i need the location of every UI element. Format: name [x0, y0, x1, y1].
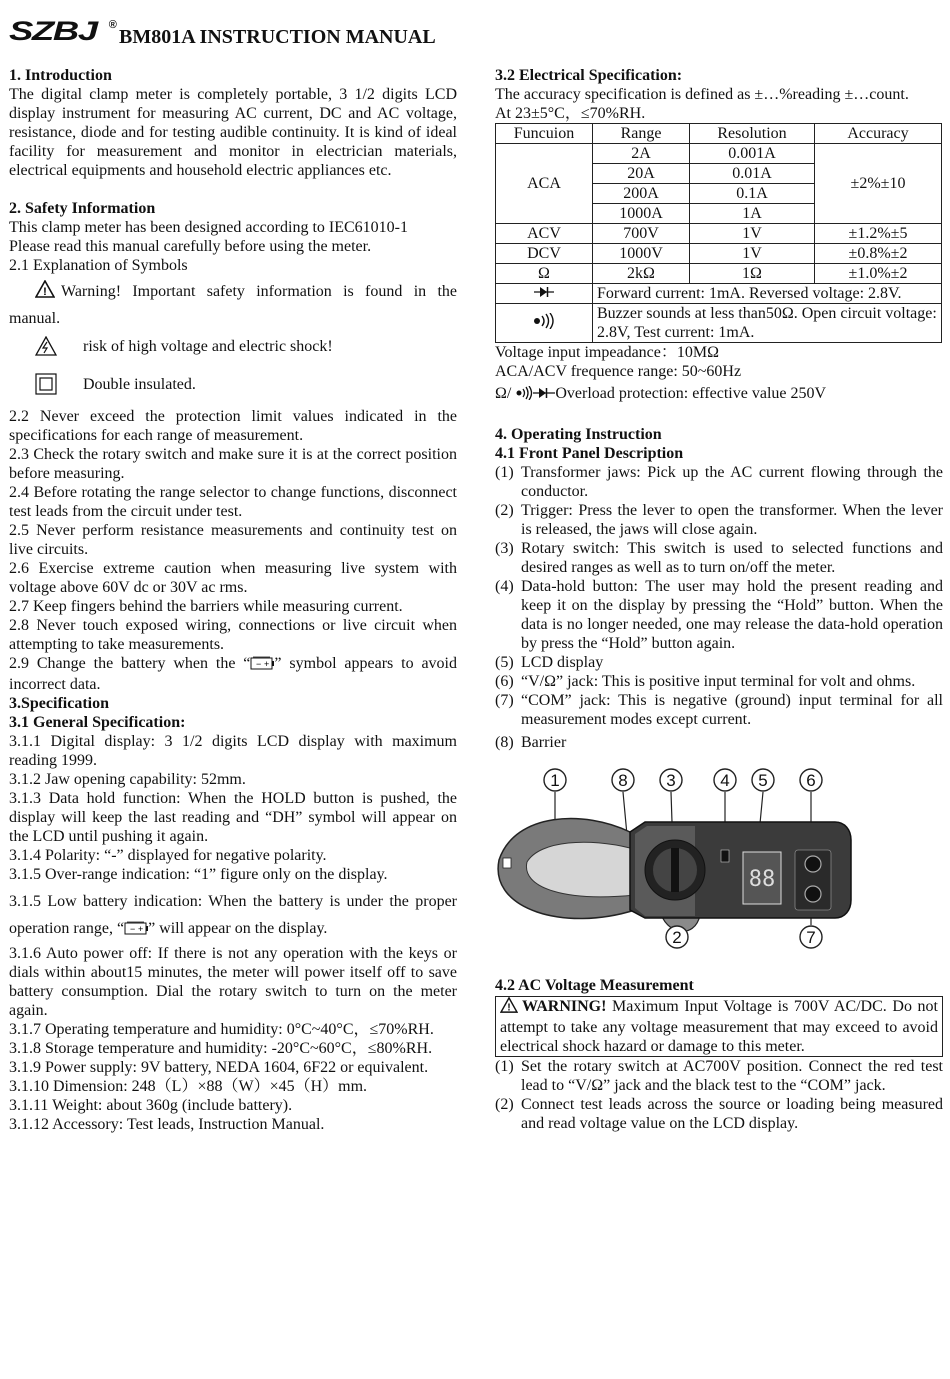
table-cell: 1000A [593, 204, 690, 224]
general-spec-item: 3.1.5 Over-range indication: “1” figure only on the display. [9, 866, 388, 883]
safety-item: 2.2 Never exceed the protection limit values indicated in the specifications for each range of measurement. [9, 408, 457, 444]
svg-text:+: + [138, 924, 144, 934]
svg-text:−: − [256, 659, 262, 669]
general-spec-item: 3.1.12 Accessory: Test leads, Instruction Manual. [9, 1116, 325, 1133]
electrical-spec-heading: 3.2 Electrical Specification: [495, 67, 683, 84]
general-spec-item: 3.1.6 Auto power off: If there is not any operation with the keys or dials within about15 minutes, the meter will power itself off to save battery consumption. Dial the rotary switch to turn on the meter again. [9, 945, 457, 1019]
general-spec-item: 3.1.3 Data hold function: When the HOLD button is pushed, the display will keep the last reading and “DH” symbol will appear on the LCD until pushing it again. [9, 790, 457, 845]
list-item: (1) Transformer jaws: Pick up the AC current flowing through the conductor. [495, 464, 943, 500]
battery-icon [124, 917, 148, 944]
table-cell: ±0.8%±2 [815, 244, 942, 264]
table-cell: 0.001A [690, 144, 815, 164]
electrical-spec-conditions: At 23±5°C，≤70%RH. [495, 105, 646, 122]
table-header: Resolution [690, 124, 815, 144]
left-column [9, 66, 457, 1134]
svg-text:!: ! [43, 286, 47, 298]
table-cell: 1A [690, 204, 815, 224]
list-item: (8) Barrier [495, 734, 567, 751]
high-voltage-icon [9, 336, 83, 356]
list-item: (6) “V/Ω” jack: This is positive input terminal for volt and ohms. [495, 673, 916, 690]
buzzer-icon [532, 313, 556, 329]
spec-heading: 3.Specification [9, 695, 109, 712]
table-cell: 1Ω [690, 264, 815, 284]
svg-text:+: + [264, 659, 270, 669]
safety-item-battery: 2.9 Change the battery when the “ − + ” symbol appears to avoid incorrect data. [9, 655, 457, 693]
hv-symbol-row [9, 333, 457, 359]
clamp-meter-diagram [495, 760, 943, 965]
callout-7: 7 [806, 928, 816, 947]
hv-text: risk of high voltage and electric shock! [83, 337, 333, 355]
safety-item: 2.8 Never touch exposed wiring, connections or live circuit when attempting to take measurements. [9, 617, 457, 653]
di-symbol-row [9, 371, 457, 397]
svg-text:!: ! [507, 1002, 511, 1013]
table-cell: 2kΩ [593, 264, 690, 284]
ac-voltage-heading: 4.2 AC Voltage Measurement [495, 977, 694, 994]
diode-icon-cell [496, 284, 593, 304]
buzzer-icon-cell [496, 304, 593, 343]
table-cell: 0.01A [690, 164, 815, 184]
list-item: (5) LCD display [495, 654, 604, 671]
general-spec-item: 3.1.1 Digital display: 3 1/2 digits LCD display with maximum reading 1999. [9, 733, 457, 769]
general-spec-item: 3.1.2 Jaw opening capability: 52mm. [9, 771, 246, 788]
electrical-spec-paragraph: The accuracy specification is defined as ±…%reading ±…count. [495, 86, 909, 103]
input-impedance: Voltage input impeadance：10MΩ [495, 344, 719, 361]
ac-voltage-steps [495, 1057, 943, 1133]
table-cell: ±1.0%±2 [815, 264, 942, 284]
table-cell: 200A [593, 184, 690, 204]
front-panel-list [495, 463, 943, 752]
callout-6: 6 [806, 771, 816, 790]
table-cell: 0.1A [690, 184, 815, 204]
table-header: Accuracy [815, 124, 942, 144]
safety-item: 2.4 Before rotating the range selector to change functions, disconnect test leads from the circuit under test. [9, 484, 457, 520]
safety-paragraph-1: This clamp meter has been designed according to IEC61010-1 [9, 219, 408, 236]
manual-title: BM801A INSTRUCTION MANUAL [119, 26, 436, 48]
general-spec-item: 3.1.4 Polarity: “-” displayed for negative polarity. [9, 847, 327, 864]
general-spec-item: 3.1.9 Power supply: 9V battery, NEDA 1604, 6F22 or equivalent. [9, 1059, 429, 1076]
safety-paragraph-2: Please read this manual carefully before using the meter. [9, 238, 372, 255]
table-header: Range [593, 124, 690, 144]
callout-8: 8 [618, 771, 628, 790]
safety-item: 2.5 Never perform resistance measurements and continuity test on live circuits. [9, 522, 457, 558]
di-text: Double insulated. [83, 375, 196, 393]
low-battery-item: 3.1.5 Low battery indication: When the battery is under the proper operation range, “ − + ” will appear on the display. [9, 888, 457, 944]
double-insulated-icon [9, 373, 83, 395]
table-cell: ±2%±10 [815, 144, 942, 224]
table-cell: ±1.2%±5 [815, 224, 942, 244]
safety-item: 2.7 Keep fingers behind the barriers while measuring current. [9, 598, 403, 615]
warning-text: ! WARNING! Maximum Input Voltage is 700V AC/DC. Do not attempt to take any voltage measurement that may exceed to avoid electrical shock hazard or damage to this meter. [500, 998, 938, 1055]
table-cell: 700V [593, 224, 690, 244]
table-header: Funcuion [496, 124, 593, 144]
page-header [9, 18, 469, 58]
list-item: (2) Trigger: Press the lever to open the transformer. When the lever is released, the jaws will close again. [495, 502, 943, 538]
general-spec-item: 3.1.8 Storage temperature and humidity: -20°C~60°C，≤80%RH. [9, 1040, 433, 1057]
callout-3: 3 [666, 771, 676, 790]
safety-heading: 2. Safety Information [9, 200, 156, 217]
svg-text:88: 88 [748, 867, 776, 892]
table-cell: 20A [593, 164, 690, 184]
general-spec-heading: 3.1 General Specification: [9, 714, 186, 731]
callout-4: 4 [720, 771, 730, 790]
callout-1: 1 [550, 771, 560, 790]
electrical-spec-table [495, 123, 942, 343]
diode-icon [534, 286, 554, 298]
overload-protection: Ω/ Overload protection: effective value 250V [495, 384, 943, 405]
table-cell: ACV [496, 224, 593, 244]
front-panel-heading: 4.1 Front Panel Description [495, 445, 684, 462]
safety-item: 2.3 Check the rotary switch and make sure it is at the correct position before measuring. [9, 446, 457, 482]
table-cell: Ω [496, 264, 593, 284]
svg-text:−: − [130, 924, 136, 934]
right-column [495, 66, 943, 1133]
intro-heading: 1. Introduction [9, 67, 112, 84]
diode-spec-text: Forward current: 1mA. Reversed voltage: 2.8V. [593, 284, 942, 304]
table-cell: 1V [690, 244, 815, 264]
table-cell: ACA [496, 144, 593, 224]
safety-item: 2.6 Exercise extreme caution when measuring live system with voltage above 60V dc or 30V ac rms. [9, 560, 457, 596]
list-item: (3) Rotary switch: This switch is used to selected functions and desired ranges as well as to turn on/off the meter. [495, 540, 943, 576]
warning-symbol-text: ! Warning! Important safety information is found in the manual. [9, 279, 457, 331]
operating-heading: 4. Operating Instruction [495, 426, 662, 443]
buzzer-spec-text: Buzzer sounds at less than50Ω. Open circuit voltage: 2.8V, Test current: 1mA. [593, 304, 942, 343]
table-cell: 1000V [593, 244, 690, 264]
table-cell: 1V [690, 224, 815, 244]
list-item: (4) Data-hold button: The user may hold the present reading and keep it on the display by pressing the “Hold” button. When the data is no longer needed, one may release the data-hold operation by press the “Hold” button again. [495, 578, 943, 652]
list-item: (2) Connect test leads across the source or loading being measured and read voltage value on the LCD display. [495, 1096, 943, 1132]
general-spec-item: 3.1.11 Weight: about 360g (include battery). [9, 1097, 293, 1114]
list-item: (1) Set the rotary switch at AC700V position. Connect the red test lead to “V/Ω” jack and the black test to the “COM” jack. [495, 1058, 943, 1094]
general-spec-item: 3.1.10 Dimension: 248（L）×88（W）×45（H）mm. [9, 1078, 368, 1095]
warning-box [495, 996, 943, 1057]
table-cell: DCV [496, 244, 593, 264]
battery-icon [250, 656, 274, 675]
warning-triangle-icon [35, 280, 55, 306]
general-spec-item: 3.1.7 Operating temperature and humidity: 0°C~40°C，≤70%RH. [9, 1021, 434, 1038]
list-item: (7) “COM” jack: This is negative (ground) input terminal for all measurement modes except current. [495, 692, 943, 728]
warning-triangle-icon [500, 997, 518, 1018]
brand-logo: SZBJ ® [9, 16, 116, 46]
buzzer-diode-icon [515, 386, 555, 405]
callout-2: 2 [672, 928, 682, 947]
intro-paragraph: The digital clamp meter is completely portable, 3 1/2 digits LCD display instrument for measuring AC current, DC and AC voltage, resistance, diode and for testing audible continuity. It is kind of ideal facility for measurement and monitor in electrician materials, electrical equipments and household electric appliances etc. [9, 86, 457, 179]
table-cell: 2A [593, 144, 690, 164]
symbols-heading: 2.1 Explanation of Symbols [9, 257, 188, 274]
callout-5: 5 [758, 771, 768, 790]
frequency-range: ACA/ACV frequence range: 50~60Hz [495, 363, 742, 380]
